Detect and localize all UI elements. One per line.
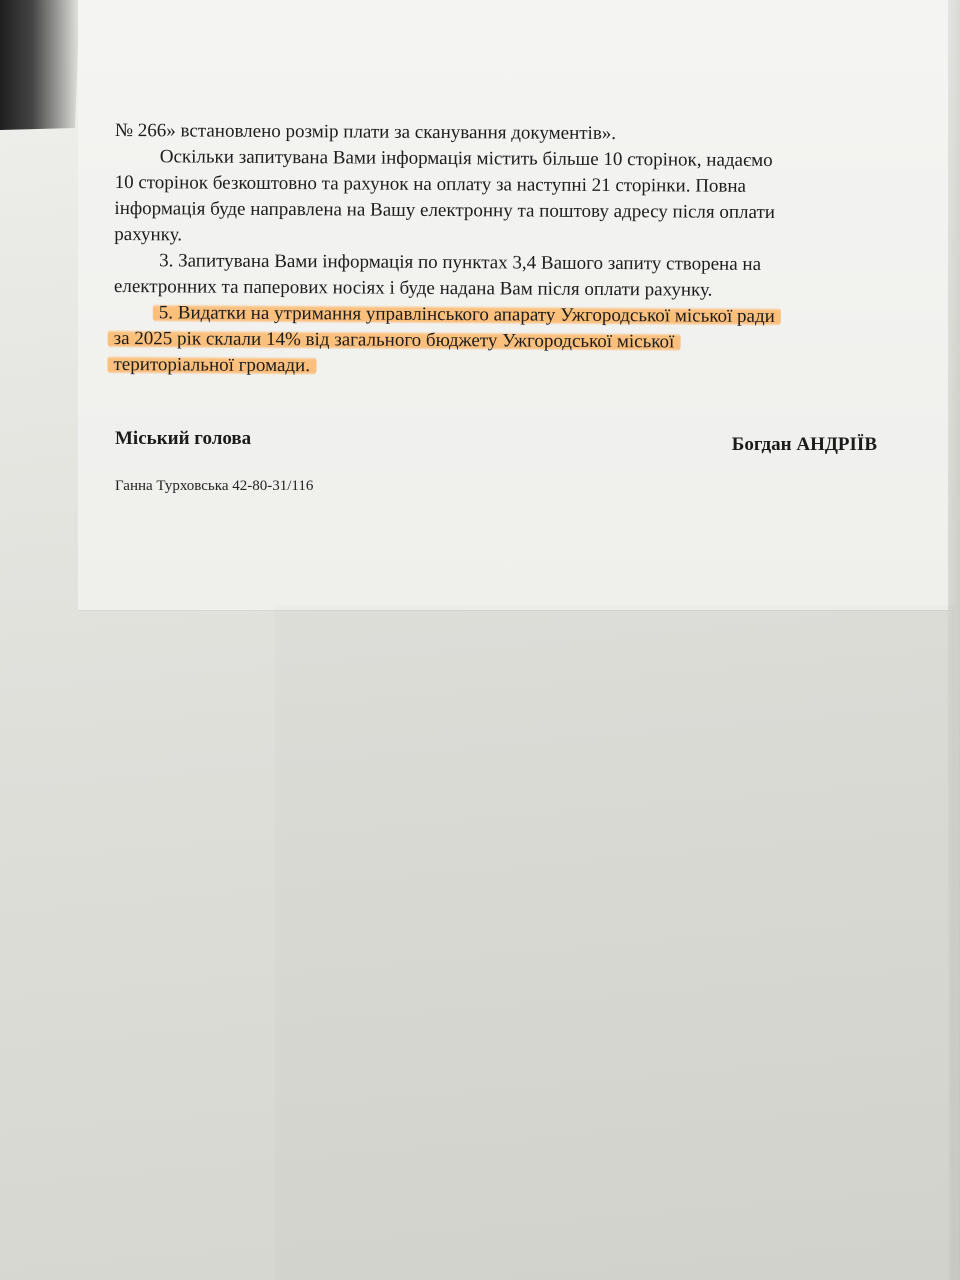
signatory-position: Міський голова (115, 428, 252, 449)
paper-shadow (275, 605, 955, 1280)
executor-contact: Ганна Турховська 42-80-31/116 (115, 478, 314, 494)
text-line: 10 сторінок безкоштовно та рахунок на оплату за наступні 21 сторінки. Повна (114, 171, 747, 197)
dark-corner (0, 0, 80, 140)
highlight-marker: 5. Видатки на утримання управлінського апарату Ужгородської міської ради (153, 302, 781, 327)
highlighted-line (113, 352, 885, 383)
text-line: 3. Запитувана Вами інформація по пунктах 3,4 Вашого запиту створена на (159, 250, 762, 275)
text-line: інформація буде направлена на Вашу електронну та поштову адресу після оплати (114, 197, 776, 224)
text-line: електронних та паперових носіях і буде надана Вам після оплати рахунку. (113, 275, 713, 301)
sheet-right-edge (946, 0, 960, 1280)
text-line: № 266» встановлено розмір плати за сканування документів». (114, 119, 617, 145)
paragraph-point-3 (114, 248, 886, 305)
letter-body (113, 118, 887, 383)
highlight-marker: за 2025 рік склали 14% від загального бюджету Ужгородської міської (108, 328, 681, 352)
text-line: рахунку. (114, 223, 183, 246)
highlight-marker: територіальної громади. (107, 354, 316, 376)
signatory-name: Богдан АНДРІЇВ (731, 434, 877, 455)
paragraph-page-count (114, 144, 887, 253)
text-line: Оскільки запитувана Вами інформація містить більше 10 сторінок, надаємо (159, 146, 773, 172)
paragraph-point-5-highlighted (113, 300, 885, 383)
